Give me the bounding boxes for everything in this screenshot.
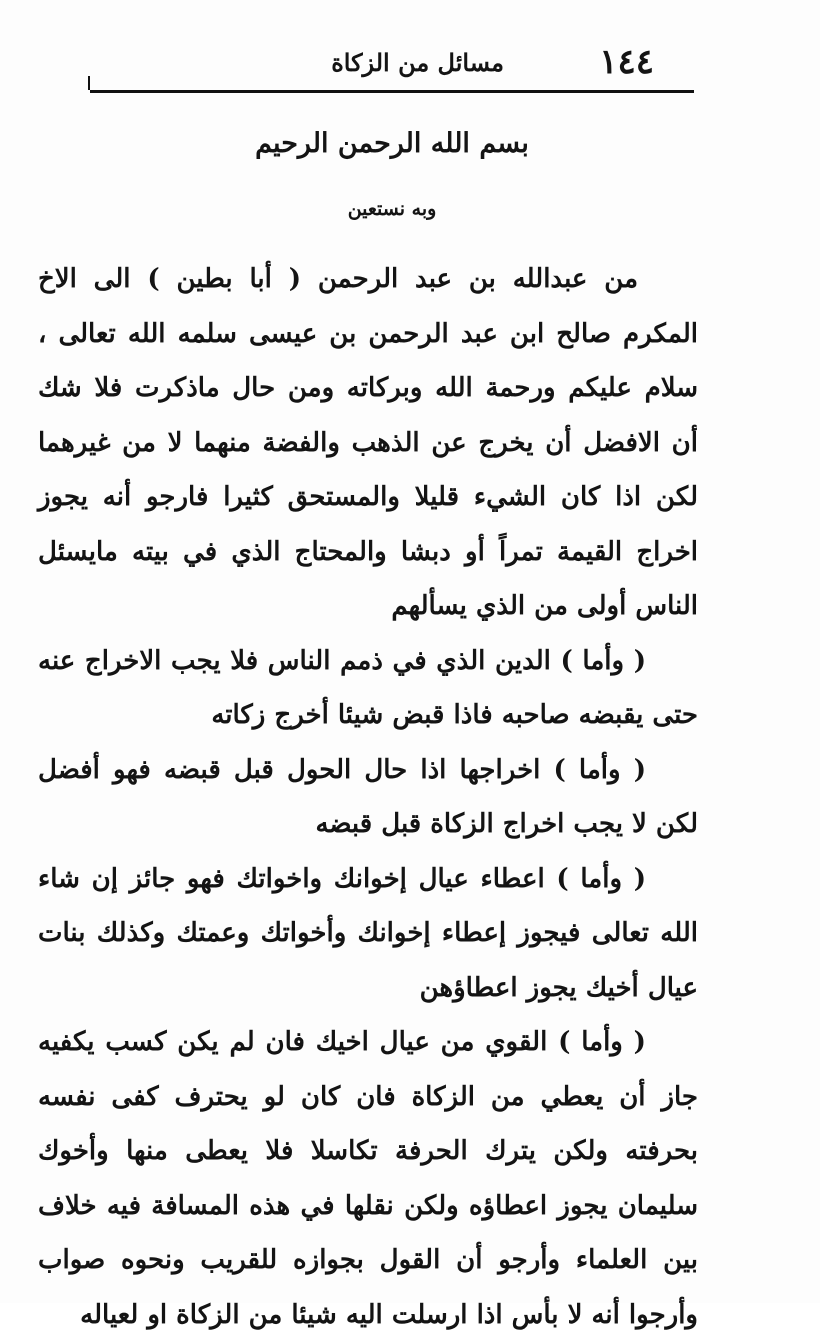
header-rule [90, 90, 694, 93]
paragraph-2: ( وأما ) الدين الذي في ذمم الناس فلا يجب الاخراج عنه حتى يقبضه صاحبه فاذا قبض شيئا أخرج زكاته [38, 645, 698, 730]
page-header [90, 38, 694, 90]
paragraph-1: من عبدالله بن عبد الرحمن ( أبا بطين ) الى الاخ المكرم صالح ابن عبد الرحمن بن عيسى سلمه الله تعالى ، سلام عليكم ورحمة الله وبركاته ومن حال ماذكرت فلا شك أن الافضل أن يخرج عن الذهب والفضة منهما لا من غيرهما لكن اذا كان الشيء قليلا والمستحق كثيرا فارجو أنه يجوز اخراج القيمة تمراً أو دبشا والمحتاج الذي في بيته مايسئل الناس أولى من الذي يسألهم [38, 264, 698, 621]
running-title: مسائل من الزكاة [331, 48, 504, 77]
header-rule-tick [88, 76, 90, 90]
subtitle-line: وبه نستعين [347, 198, 437, 220]
basmala-heading: بسم الله الرحمن الرحيم [255, 128, 529, 159]
paragraph-5: ( وأما ) القوي من عيال اخيك فان لم يكن كسب يكفيه جاز أن يعطي من الزكاة فان كان لو يحترف كفى نفسه بحرفته ولكن يترك الحرفة تكاسلا فلا يعطى منها وأخوك سليمان يجوز اعطاؤه ولكن نقلها في هذه المسافة فيه خلاف بين العلماء وأرجو أن القول بجوازه للقريب ونحوه صواب وأرجوا أنه لا بأس اذا ارسلت اليه شيئا من الزكاة او لعياله [38, 1027, 698, 1330]
page-number: ١٤٤ [599, 42, 654, 82]
paragraph-4: ( وأما ) اعطاء عيال إخوانك واخواتك فهو جائز إن شاء الله تعالى فيجوز إعطاء إخوانك وأخواتك وعمتك وكذلك بنات عيال أخيك يجوز اعطاؤهن [38, 863, 698, 1003]
paragraph-3: ( وأما ) اخراجها اذا حال الحول قبل قبضه فهو أفضل لكن لا يجب اخراج الزكاة قبل قبضه [38, 754, 698, 839]
letter-body [38, 252, 698, 1342]
